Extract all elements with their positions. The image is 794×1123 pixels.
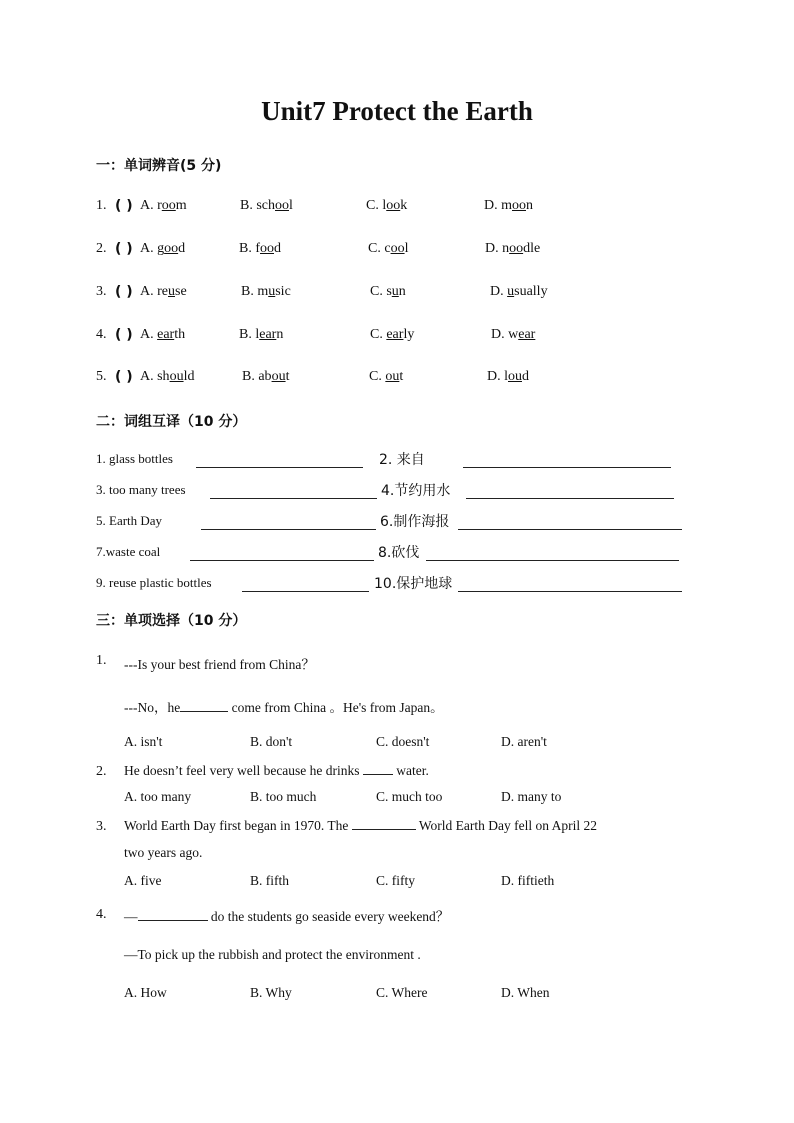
answer-blank[interactable] bbox=[352, 817, 416, 830]
underlined-letters: u bbox=[391, 284, 399, 299]
answer-line[interactable] bbox=[426, 560, 679, 561]
option-d[interactable] bbox=[491, 327, 535, 343]
underlined-letters: ear bbox=[259, 327, 277, 342]
section-3-heading: 三：单项选择（10 分） bbox=[96, 613, 247, 629]
question-number: 4. bbox=[96, 327, 107, 342]
answer-blank[interactable] bbox=[363, 762, 393, 775]
option-b[interactable]: B. don't bbox=[250, 734, 293, 749]
option-c[interactable] bbox=[366, 198, 407, 214]
underlined-letters: ear bbox=[386, 327, 404, 342]
option-a[interactable] bbox=[140, 284, 187, 300]
word-part: l bbox=[289, 198, 293, 213]
underlined-letters: ou bbox=[169, 369, 184, 384]
option-b[interactable] bbox=[239, 241, 281, 257]
answer-line[interactable] bbox=[196, 467, 363, 468]
word-part: B. l bbox=[239, 327, 260, 342]
option-b[interactable] bbox=[240, 198, 293, 214]
word-part: B. f bbox=[239, 241, 260, 256]
word-part: l bbox=[404, 241, 409, 256]
phrase-prompt: 3. too many trees bbox=[96, 482, 186, 497]
word-part: sic bbox=[275, 284, 291, 299]
answer-parentheses[interactable]: ( ) bbox=[115, 369, 133, 385]
word-part: D. l bbox=[487, 369, 508, 384]
word-part: dle bbox=[523, 241, 541, 256]
word-part: C. bbox=[370, 327, 387, 342]
word-part: se bbox=[175, 284, 187, 299]
option-a[interactable] bbox=[140, 327, 185, 343]
phrase-prompt: 2. 来自 bbox=[379, 452, 425, 468]
answer-blank[interactable] bbox=[180, 699, 228, 712]
phrase-prompt: 4.节约用水 bbox=[381, 483, 451, 499]
question-number: 1. bbox=[96, 653, 107, 668]
underlined-letters: ear bbox=[157, 327, 175, 342]
word-part: B. m bbox=[241, 284, 269, 299]
answer-parentheses[interactable]: ( ) bbox=[115, 284, 133, 300]
question-number: 1. bbox=[96, 198, 107, 213]
section-2-heading: 二：词组互译（10 分） bbox=[96, 414, 247, 430]
option-d[interactable] bbox=[490, 284, 548, 300]
word-part: d bbox=[274, 241, 281, 256]
underlined-letters: oo bbox=[512, 198, 526, 213]
translation-row bbox=[96, 544, 696, 564]
option-c[interactable]: C. fifty bbox=[376, 873, 415, 888]
phrase-prompt: 6.制作海报 bbox=[380, 514, 450, 530]
dialog-text: — bbox=[124, 909, 138, 924]
option-d[interactable] bbox=[487, 369, 529, 385]
translation-row bbox=[96, 482, 696, 502]
answer-parentheses[interactable]: ( ) bbox=[115, 198, 133, 214]
question-3-options bbox=[124, 873, 684, 893]
word-part: A. r bbox=[140, 198, 162, 213]
question-text: water. bbox=[392, 763, 429, 778]
answer-blank[interactable] bbox=[138, 908, 208, 921]
underlined-letters: u bbox=[168, 284, 175, 299]
word-part: D. n bbox=[485, 241, 510, 256]
word-part: k bbox=[400, 198, 408, 213]
word-part: t bbox=[285, 369, 290, 384]
answer-line[interactable] bbox=[463, 467, 671, 468]
answer-line[interactable] bbox=[210, 498, 377, 499]
option-a[interactable]: A. too many bbox=[124, 789, 192, 804]
answer-parentheses[interactable]: ( ) bbox=[115, 241, 133, 257]
answer-parentheses[interactable]: ( ) bbox=[115, 327, 133, 343]
option-c[interactable] bbox=[370, 327, 414, 343]
underlined-letters: ou bbox=[271, 369, 286, 384]
question-number: 4. bbox=[96, 907, 107, 922]
word-part: D. m bbox=[484, 198, 512, 213]
dialog-text: come from China 。He's from Japan。 bbox=[228, 700, 444, 715]
underlined-letters: oo bbox=[164, 241, 179, 256]
question-number: 5. bbox=[96, 369, 107, 384]
answer-line[interactable] bbox=[242, 591, 369, 592]
word-part: A. sh bbox=[140, 369, 170, 384]
word-part: A. g bbox=[140, 241, 165, 256]
word-part: th bbox=[174, 327, 186, 342]
dialog-text: —To pick up the rubbish and protect the environment . bbox=[124, 947, 421, 962]
dialog-text: ---No，he bbox=[124, 700, 181, 715]
answer-line[interactable] bbox=[458, 591, 682, 592]
translation-row bbox=[96, 513, 696, 533]
option-b[interactable]: B. Why bbox=[250, 985, 292, 1000]
option-b[interactable] bbox=[239, 327, 283, 343]
question-4-options bbox=[124, 985, 684, 1005]
word-part: C. c bbox=[368, 241, 391, 256]
word-part: sually bbox=[514, 284, 548, 299]
phrase-prompt: 10.保护地球 bbox=[374, 576, 453, 592]
question-text: do the students go seaside every weekend？ bbox=[207, 909, 450, 924]
phrase-prompt: 1. glass bottles bbox=[96, 451, 173, 466]
answer-line[interactable] bbox=[190, 560, 374, 561]
underlined-letters: u bbox=[268, 284, 276, 299]
option-a[interactable] bbox=[140, 241, 185, 257]
word-part: B. ab bbox=[242, 369, 272, 384]
underlined-letters: oo bbox=[161, 198, 176, 213]
option-c[interactable]: C. Where bbox=[376, 985, 428, 1000]
underlined-letters: oo bbox=[390, 241, 405, 256]
option-c[interactable] bbox=[370, 284, 406, 300]
word-part: m bbox=[175, 198, 187, 213]
answer-line[interactable] bbox=[201, 529, 376, 530]
word-part: n bbox=[276, 327, 284, 342]
option-a[interactable]: A. isn't bbox=[124, 734, 163, 749]
translation-row bbox=[96, 575, 696, 595]
underlined-letters: ou bbox=[385, 369, 400, 384]
option-a[interactable] bbox=[140, 369, 194, 385]
question-text: two years ago. bbox=[124, 845, 203, 860]
question-text: ---Is your best friend from China？ bbox=[124, 657, 315, 672]
word-part: ly bbox=[403, 327, 415, 342]
option-c[interactable] bbox=[368, 241, 408, 257]
word-part: D. w bbox=[491, 327, 519, 342]
option-b[interactable] bbox=[241, 284, 291, 300]
question-text: World Earth Day fell on April 22 bbox=[415, 818, 597, 833]
word-part: n bbox=[398, 284, 406, 299]
word-part: d bbox=[178, 241, 186, 256]
question-number: 3. bbox=[96, 284, 107, 299]
question-text: World Earth Day first began in 1970. The bbox=[124, 818, 352, 833]
option-b[interactable]: B. too much bbox=[250, 789, 317, 804]
word-part: C. l bbox=[366, 198, 387, 213]
word-part: D. bbox=[490, 284, 508, 299]
question-1-options bbox=[124, 734, 684, 754]
page-title: Unit7 Protect the Earth bbox=[261, 96, 533, 126]
word-part: C. bbox=[369, 369, 386, 384]
option-d[interactable]: D. When bbox=[501, 985, 550, 1000]
word-part: d bbox=[522, 369, 529, 384]
option-c[interactable] bbox=[369, 369, 403, 385]
word-part: B. sch bbox=[240, 198, 275, 213]
option-c[interactable]: C. doesn't bbox=[376, 734, 430, 749]
option-b[interactable] bbox=[242, 369, 289, 385]
underlined-letters: oo bbox=[260, 241, 274, 256]
underlined-letters: oo bbox=[275, 198, 289, 213]
question-number: 2. bbox=[96, 764, 107, 779]
translation-row bbox=[96, 451, 696, 471]
answer-line[interactable] bbox=[466, 498, 674, 499]
option-a[interactable]: A. How bbox=[124, 985, 167, 1000]
option-c[interactable]: C. much too bbox=[376, 789, 443, 804]
answer-line[interactable] bbox=[458, 529, 682, 530]
underlined-letters: ear bbox=[518, 327, 536, 342]
underlined-letters: u bbox=[507, 284, 515, 299]
phrase-prompt: 9. reuse plastic bottles bbox=[96, 575, 212, 590]
word-part: t bbox=[399, 369, 404, 384]
word-part: n bbox=[526, 198, 533, 213]
option-d[interactable] bbox=[485, 241, 540, 257]
phrase-prompt: 8.砍伐 bbox=[378, 545, 420, 561]
question-number: 3. bbox=[96, 819, 107, 834]
underlined-letters: oo bbox=[509, 241, 524, 256]
option-a[interactable]: A. five bbox=[124, 873, 162, 888]
option-d[interactable]: D. many to bbox=[501, 789, 562, 804]
option-a[interactable] bbox=[140, 198, 187, 214]
option-d[interactable]: D. fiftieth bbox=[501, 873, 555, 888]
word-part: ld bbox=[183, 369, 195, 384]
option-b[interactable]: B. fifth bbox=[250, 873, 289, 888]
question-text: He doesn’t feel very well because he drinks bbox=[124, 763, 363, 778]
option-d[interactable]: D. aren't bbox=[501, 734, 547, 749]
word-part: A. re bbox=[140, 284, 168, 299]
option-d[interactable] bbox=[484, 198, 533, 214]
word-part: A. bbox=[140, 327, 158, 342]
phrase-prompt: 5. Earth Day bbox=[96, 513, 163, 528]
question-2-options bbox=[124, 789, 684, 809]
section-1-heading: 一：单词辨音(5 分) bbox=[96, 158, 222, 174]
word-part: C. s bbox=[370, 284, 392, 299]
phrase-prompt: 7.waste coal bbox=[96, 544, 161, 559]
question-number: 2. bbox=[96, 241, 107, 256]
underlined-letters: ou bbox=[508, 369, 522, 384]
underlined-letters: oo bbox=[386, 198, 401, 213]
